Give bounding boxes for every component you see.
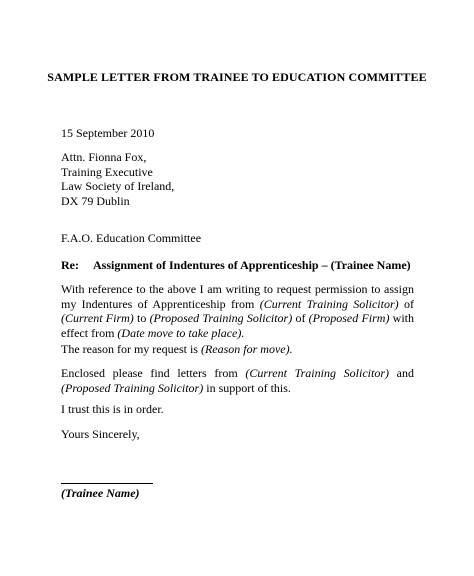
- recipient-address: [61, 150, 174, 208]
- address-line-4: DX 79 Dublin: [61, 193, 130, 208]
- p3-italic-2: (Proposed Training Solicitor): [61, 380, 204, 395]
- p2-italic-1: (Reason for move).: [200, 342, 293, 356]
- p2-text-1: The reason for my request is: [61, 342, 201, 356]
- address-line-2: Training Executive: [61, 164, 153, 179]
- p1-text-5: with effect from: [61, 311, 414, 340]
- letter-title: SAMPLE LETTER FROM TRAINEE TO EDUCATION COMMITTEE: [47, 70, 427, 84]
- re-subject: Assignment of Indentures of Apprenticeship – (Trainee Name): [93, 258, 411, 272]
- p1-text-3: to: [133, 311, 150, 325]
- p1-text-4: of: [292, 311, 309, 325]
- signature-name: (Trainee Name): [61, 486, 140, 500]
- p1-italic-4: (Proposed Firm): [308, 311, 390, 325]
- p1-italic-2: (Current Firm): [61, 311, 134, 325]
- body-paragraph-4: I trust this is in order.: [61, 402, 164, 416]
- p3-text-3: in support of this.: [203, 380, 291, 395]
- p1-italic-3: (Proposed Training Solicitor): [149, 311, 293, 325]
- p1-italic-1: (Current Training Solicitor): [259, 296, 399, 311]
- fao-line: F.A.O. Education Committee: [61, 231, 202, 245]
- address-line-1: Attn. Fionna Fox,: [61, 150, 147, 164]
- closing-line: Yours Sincerely,: [61, 427, 140, 441]
- body-paragraph-2: [61, 342, 414, 357]
- re-label: Re:: [61, 258, 79, 272]
- address-line-3: Law Society of Ireland,: [61, 179, 175, 193]
- letter-date: 15 September 2010: [61, 126, 155, 140]
- p3-text-2: and: [388, 366, 414, 380]
- p1-text-1: With reference to the above I am writing to request permission to assign my Indentures of Apprenticeship from: [61, 282, 414, 311]
- p1-text-2: of: [398, 296, 414, 311]
- p1-italic-5: (Date move to take place).: [117, 325, 245, 340]
- signature-line: [61, 483, 153, 484]
- body-paragraph-1: [61, 282, 414, 340]
- p3-text-1: Enclosed please find letters from: [61, 366, 246, 380]
- body-paragraph-3: [61, 366, 414, 395]
- p3-italic-1: (Current Training Solicitor): [245, 366, 389, 380]
